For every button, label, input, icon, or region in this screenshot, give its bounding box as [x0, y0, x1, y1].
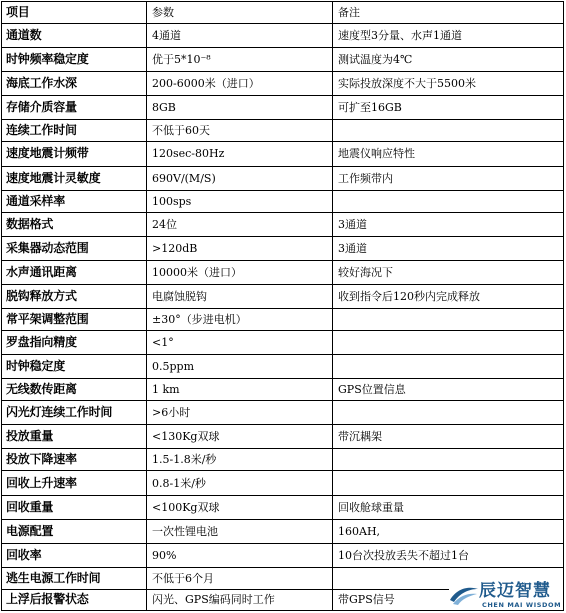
cell-item: 电源配置	[2, 519, 147, 543]
cell-remark	[333, 308, 564, 330]
header-remark: 备注	[333, 2, 564, 24]
cell-parameter: >120dB	[147, 236, 333, 260]
header-item: 项目	[2, 2, 147, 24]
cell-item: 逃生电源工作时间	[2, 567, 147, 589]
cell-parameter: 1 km	[147, 379, 333, 401]
cell-parameter: ±30°（步进电机）	[147, 308, 333, 330]
cell-parameter: 120sec-80Hz	[147, 142, 333, 166]
table-row	[2, 190, 564, 212]
cell-item: 水声通讯距离	[2, 260, 147, 284]
cell-parameter: 闪光、GPS编码同时工作	[147, 589, 333, 610]
table-row	[2, 471, 564, 495]
cell-item: 存储介质容量	[2, 96, 147, 120]
cell-remark: 带GPS信号	[333, 589, 564, 610]
cell-parameter: 24位	[147, 212, 333, 236]
table-row	[2, 425, 564, 449]
cell-remark: 3通道	[333, 236, 564, 260]
header-parameter: 参数	[147, 2, 333, 24]
table-row	[2, 212, 564, 236]
cell-parameter: 0.8-1米/秒	[147, 471, 333, 495]
table-row	[2, 495, 564, 519]
table-row	[2, 72, 564, 96]
cell-remark	[333, 331, 564, 355]
cell-item: 罗盘指向精度	[2, 331, 147, 355]
cell-remark: GPS位置信息	[333, 379, 564, 401]
cell-item: 上浮后报警状态	[2, 589, 147, 610]
table-row	[2, 543, 564, 567]
cell-item: 闪光灯连续工作时间	[2, 401, 147, 425]
cell-remark: 测试温度为4℃	[333, 48, 564, 72]
cell-remark: 可扩至16GB	[333, 96, 564, 120]
table-row	[2, 449, 564, 471]
cell-item: 无线数传距离	[2, 379, 147, 401]
cell-parameter: 100sps	[147, 190, 333, 212]
table-row	[2, 142, 564, 166]
cell-parameter: >6小时	[147, 401, 333, 425]
table-row	[2, 284, 564, 308]
cell-item: 时钟频率稳定度	[2, 48, 147, 72]
cell-parameter: 1.5-1.8米/秒	[147, 449, 333, 471]
cell-parameter: 200-6000米（进口）	[147, 72, 333, 96]
table-row	[2, 166, 564, 190]
cell-parameter: 90%	[147, 543, 333, 567]
cell-parameter: 690V/(M/S)	[147, 166, 333, 190]
cell-remark: 较好海况下	[333, 260, 564, 284]
cell-remark: 速度型3分量、水声1通道	[333, 24, 564, 48]
cell-item: 速度地震计灵敏度	[2, 166, 147, 190]
cell-item: 投放重量	[2, 425, 147, 449]
cell-item: 回收上升速率	[2, 471, 147, 495]
cell-remark: 160AH,	[333, 519, 564, 543]
cell-item: 时钟稳定度	[2, 355, 147, 379]
table-row	[2, 120, 564, 142]
table-row	[2, 331, 564, 355]
cell-item: 常平架调整范围	[2, 308, 147, 330]
cell-parameter: 8GB	[147, 96, 333, 120]
cell-item: 通道采样率	[2, 190, 147, 212]
cell-parameter: <100Kg双球	[147, 495, 333, 519]
cell-item: 脱钩释放方式	[2, 284, 147, 308]
cell-remark	[333, 471, 564, 495]
spec-table	[1, 1, 564, 611]
cell-item: 海底工作水深	[2, 72, 147, 96]
cell-item: 回收重量	[2, 495, 147, 519]
table-row	[2, 379, 564, 401]
brand-logo	[449, 582, 563, 610]
cell-remark	[333, 449, 564, 471]
table-row	[2, 48, 564, 72]
cell-parameter: 0.5ppm	[147, 355, 333, 379]
cell-item: 回收率	[2, 543, 147, 567]
cell-remark: 实际投放深度不大于5500米	[333, 72, 564, 96]
cell-item: 连续工作时间	[2, 120, 147, 142]
table-row	[2, 401, 564, 425]
cell-item: 速度地震计频带	[2, 142, 147, 166]
cell-remark	[333, 190, 564, 212]
cell-remark: 带沉耦架	[333, 425, 564, 449]
spec-table-body	[2, 2, 564, 611]
table-row	[2, 24, 564, 48]
cell-parameter: 4通道	[147, 24, 333, 48]
cell-remark: 10台次投放丢失不超过1台	[333, 543, 564, 567]
cell-parameter: 10000米（进口）	[147, 260, 333, 284]
table-row	[2, 236, 564, 260]
cell-parameter: 优于5*10⁻⁸	[147, 48, 333, 72]
cell-remark: 3通道	[333, 212, 564, 236]
cell-parameter: 不低于60天	[147, 120, 333, 142]
cell-parameter: 电腐蚀脱钩	[147, 284, 333, 308]
logo-swoosh-icon	[449, 584, 479, 606]
table-row	[2, 96, 564, 120]
table-row	[2, 260, 564, 284]
cell-item: 通道数	[2, 24, 147, 48]
table-row	[2, 519, 564, 543]
cell-parameter: 一次性锂电池	[147, 519, 333, 543]
cell-remark	[333, 355, 564, 379]
table-row	[2, 308, 564, 330]
cell-remark: 地震仪响应特性	[333, 142, 564, 166]
table-header-row	[2, 2, 564, 24]
cell-remark: 回收舱球重量	[333, 495, 564, 519]
cell-item: 采集器动态范围	[2, 236, 147, 260]
cell-parameter: 不低于6个月	[147, 567, 333, 589]
cell-parameter: <130Kg双球	[147, 425, 333, 449]
cell-remark: 工作频带内	[333, 166, 564, 190]
cell-remark	[333, 120, 564, 142]
cell-parameter: <1°	[147, 331, 333, 355]
cell-remark: 收到指令后120秒内完成释放	[333, 284, 564, 308]
cell-remark	[333, 401, 564, 425]
cell-item: 投放下降速率	[2, 449, 147, 471]
table-row	[2, 355, 564, 379]
cell-item: 数据格式	[2, 212, 147, 236]
logo-chinese-text: 辰迈智慧	[479, 581, 551, 601]
logo-english-text: CHEN MAI WISDOM	[482, 601, 562, 609]
